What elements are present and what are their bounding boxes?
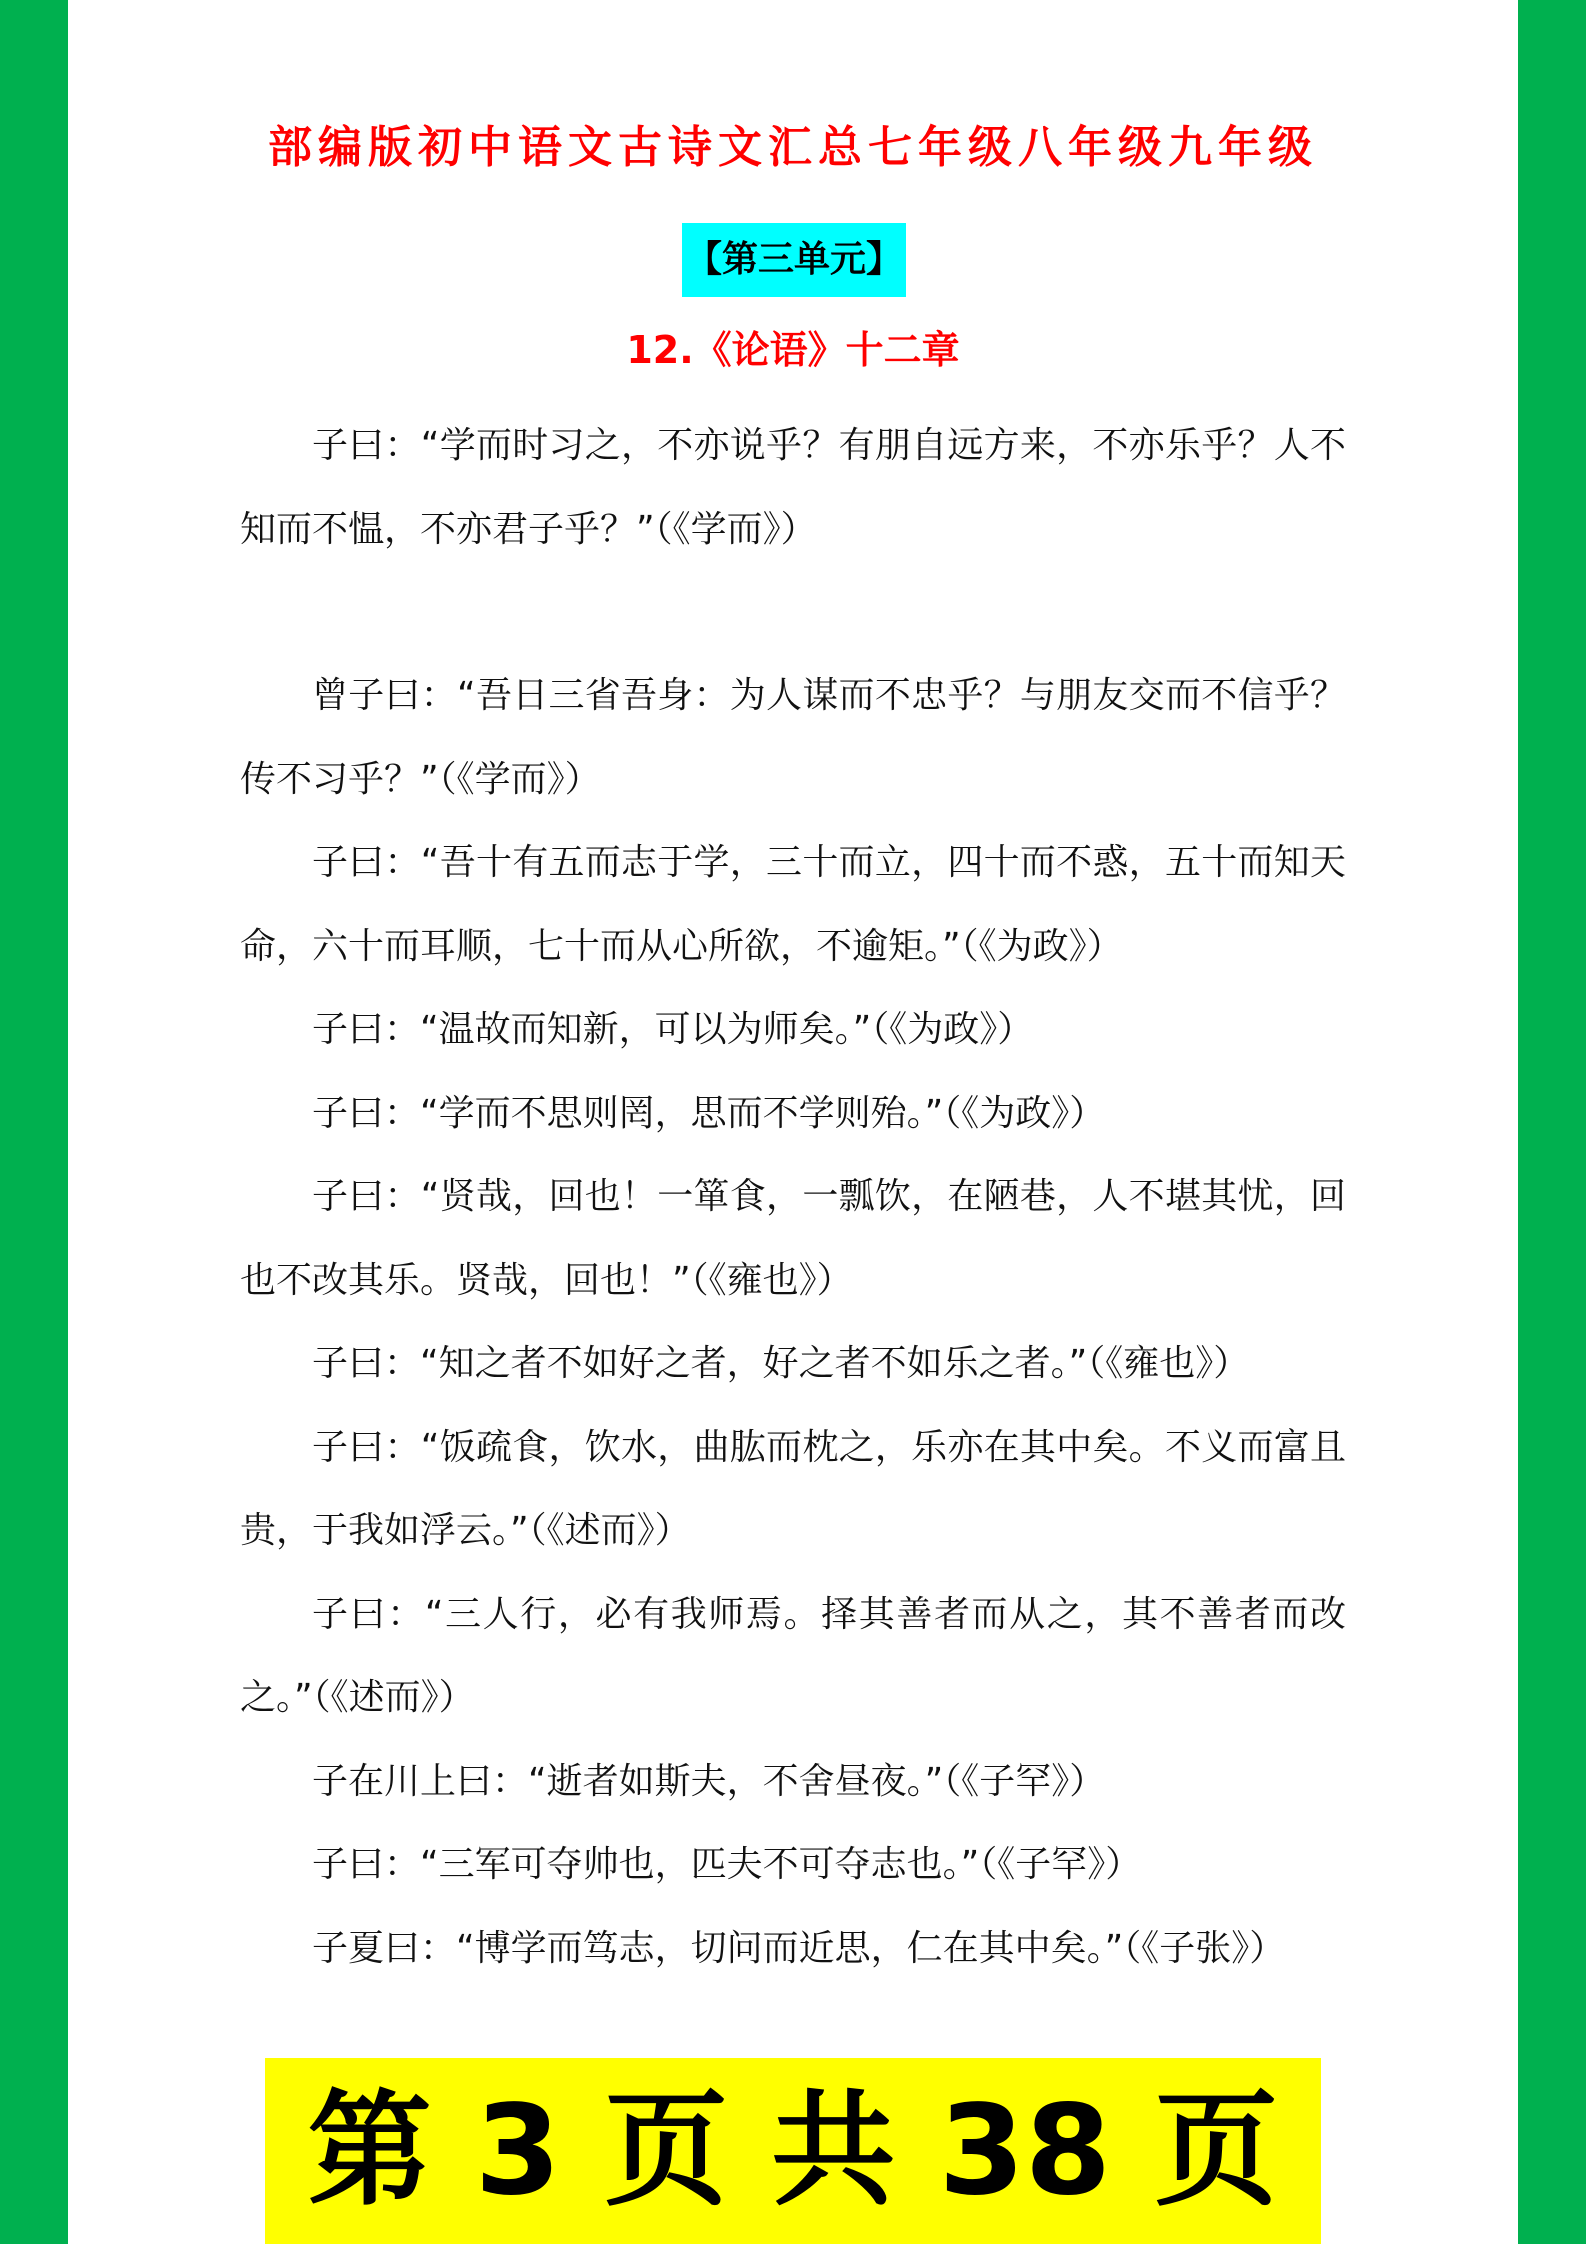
document-title: 部编版初中语文古诗文汇总七年级八年级九年级 <box>268 122 1318 173</box>
chapter-title: 12.《论语》十二章 <box>626 328 960 372</box>
passage-2: 曾子曰：“吾日三省吾身：为人谋而不忠乎？与朋友交而不信乎？传不习乎？”（《学而》） <box>240 675 1346 800</box>
passage-10: 子在川上曰：“逝者如斯夫，不舍昼夜。”（《子罕》） <box>312 1760 1106 1802</box>
left-green-border <box>0 0 68 2244</box>
document-page <box>68 0 1518 2244</box>
right-green-border <box>1518 0 1586 2244</box>
passage-3: 子曰：“吾十有五而志于学，三十而立，四十而不惑，五十而知天命，六十而耳顺，七十而从心所欲，不逾矩。”（《为政》） <box>240 842 1346 967</box>
passage-8: 子曰：“饭疏食，饮水，曲肱而枕之，乐亦在其中矣。不义而富且贵，于我如浮云。”（《述而》） <box>240 1426 1346 1551</box>
passage-1: 子曰：“学而时习之，不亦说乎？有朋自远方来，不亦乐乎？人不知而不愠，不亦君子乎？”（《学而》） <box>240 425 1346 550</box>
passage-9: 子曰：“三人行，必有我师焉。择其善者而从之，其不善者而改之。”（《述而》） <box>240 1593 1346 1718</box>
passage-6: 子曰：“贤哉，回也！一箪食，一瓢饮，在陋巷，人不堪其忧，回也不改其乐。贤哉，回也！”（《雍也》） <box>240 1176 1346 1301</box>
passage-12: 子夏曰：“博学而笃志，切问而近思，仁在其中矣。”（《子张》） <box>312 1927 1286 1969</box>
page-indicator: 第 3 页 共 38 页 <box>265 2058 1321 2244</box>
passage-7: 子曰：“知之者不如好之者，好之者不如乐之者。”（《雍也》） <box>312 1343 1250 1384</box>
passage-list <box>240 404 1346 1990</box>
passage-11: 子曰：“三军可夺帅也，匹夫不可夺志也。”（《子罕》） <box>312 1844 1142 1885</box>
unit-label: 【第三单元】 <box>682 223 906 297</box>
passage-5: 子曰：“学而不思则罔，思而不学则殆。”（《为政》） <box>312 1092 1106 1134</box>
passage-4: 子曰：“温故而知新，可以为师矣。”（《为政》） <box>312 1009 1034 1050</box>
